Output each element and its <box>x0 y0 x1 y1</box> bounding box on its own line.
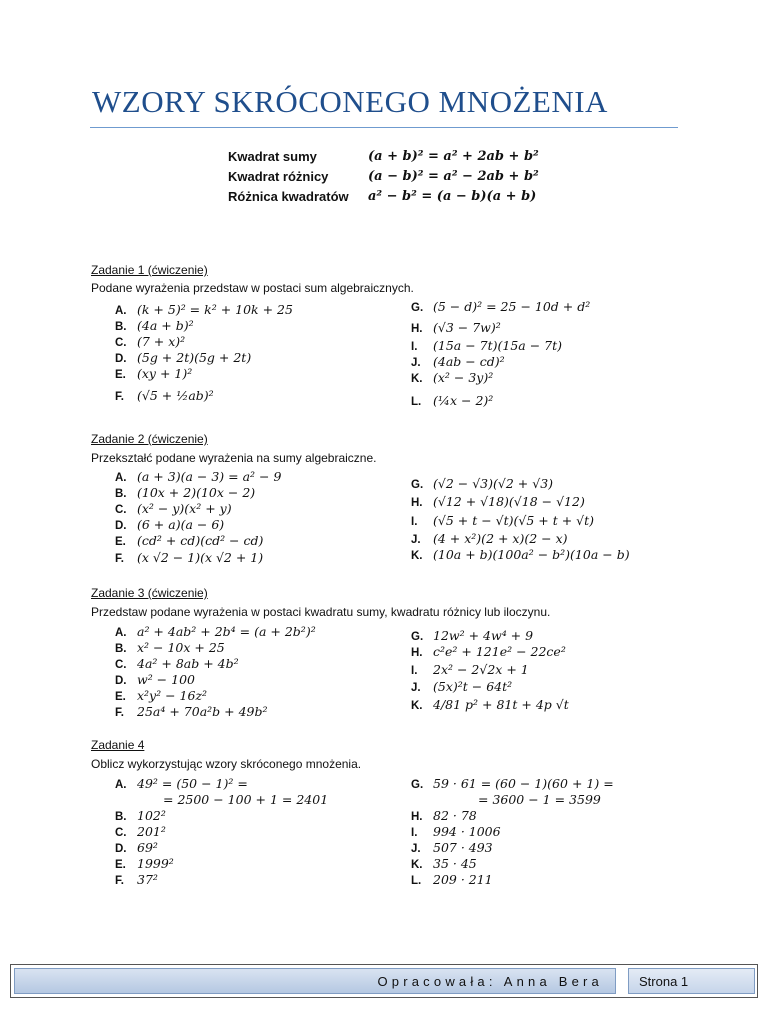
item-letter: I. <box>411 516 418 528</box>
item-expression: (10a + b)(100a² − b²)(10a − b) <box>433 547 630 562</box>
item-letter: E. <box>115 369 126 381</box>
item-letter: B. <box>115 643 127 655</box>
item-expression: 37² <box>137 872 158 887</box>
item-expression: 209 · 211 <box>433 872 493 887</box>
formula-summary <box>228 146 539 206</box>
task-4-item <box>456 792 601 807</box>
item-expression: (a + 3)(a − 3) = a² − 9 <box>137 469 282 484</box>
task-2-item <box>115 469 281 484</box>
formula-expression: a² − b² = (a − b)(a + b) <box>368 188 537 204</box>
item-letter: C. <box>115 504 127 516</box>
task-3-instruction: Przedstaw podane wyrażenia w postaci kwadratu sumy, kwadratu różnicy lub iloczynu. <box>91 605 551 619</box>
item-expression: (√2 − √3)(√2 + √3) <box>433 476 554 491</box>
item-expression: (k + 5)² = k² + 10k + 25 <box>137 302 293 317</box>
formula-expression: (a + b)² = a² + 2ab + b² <box>368 148 539 164</box>
task-2-instruction: Przekształć podane wyrażenia na sumy algebraiczne. <box>91 451 377 465</box>
task-4-instruction: Oblicz wykorzystując wzory skróconego mnożenia. <box>91 757 362 771</box>
item-letter: C. <box>115 337 127 349</box>
item-expression: 4a² + 8ab + 4b² <box>137 656 239 671</box>
item-letter: K. <box>411 859 423 871</box>
item-expression: (√5 + ½ab)² <box>137 388 214 403</box>
item-expression: (¼x − 2)² <box>433 393 494 408</box>
item-letter: B. <box>115 321 127 333</box>
item-expression: (7 + x)² <box>137 334 186 349</box>
formula-name: Kwadrat sumy <box>228 148 317 164</box>
task-2-item <box>411 547 630 562</box>
item-expression: 507 · 493 <box>433 840 493 855</box>
item-expression: 201² <box>137 824 166 839</box>
item-letter: J. <box>411 682 421 694</box>
item-letter: I. <box>411 341 418 353</box>
footer-author-bar <box>14 968 616 994</box>
item-letter: J. <box>411 534 421 546</box>
item-expression: x² − 10x + 25 <box>137 640 225 655</box>
task-4-item <box>411 824 501 839</box>
task-2-item <box>411 494 585 509</box>
task-3-item <box>115 656 239 671</box>
item-letter: I. <box>411 665 418 677</box>
task-4-item <box>411 856 477 871</box>
task-1-item <box>411 370 493 385</box>
item-letter: B. <box>115 488 127 500</box>
item-expression: = 3600 − 1 = 3599 <box>478 792 601 807</box>
task-3-item <box>411 628 533 643</box>
item-expression: (4ab − cd)² <box>433 354 505 369</box>
item-letter: J. <box>411 843 421 855</box>
task-2-item <box>411 513 594 528</box>
formula-expression: (a − b)² = a² − 2ab + b² <box>368 168 539 184</box>
item-expression: (x² − 3y)² <box>433 370 494 385</box>
item-expression: (4a + b)² <box>137 318 194 333</box>
item-letter: J. <box>411 357 421 369</box>
item-expression: 59 · 61 = (60 − 1)(60 + 1) = <box>433 776 614 791</box>
item-expression: (5g + 2t)(5g + 2t) <box>137 350 252 365</box>
item-expression: (x √2 − 1)(x √2 + 1) <box>137 550 264 565</box>
task-2-item <box>115 533 263 548</box>
task-3-item <box>115 640 225 655</box>
task-4-item <box>115 824 166 839</box>
item-expression: 994 · 1006 <box>433 824 501 839</box>
item-letter: A. <box>115 472 127 484</box>
formula-row <box>228 186 539 206</box>
task-4-item <box>115 856 174 871</box>
item-letter: D. <box>115 675 127 687</box>
task-1-item <box>115 334 185 349</box>
task-4-item <box>141 792 328 807</box>
page-footer <box>10 964 758 998</box>
item-expression: c²e² + 121e² − 22ce² <box>433 644 566 659</box>
task-2-title: Zadanie 2 (ćwiczenie) <box>91 432 208 446</box>
item-letter: D. <box>115 520 127 532</box>
task-3-item <box>115 672 195 687</box>
item-expression: 1999² <box>137 856 174 871</box>
item-expression: 25a⁴ + 70a²b + 49b² <box>137 704 268 719</box>
task-2-item <box>115 501 232 516</box>
task-4-item <box>115 776 248 791</box>
task-2-item <box>115 517 224 532</box>
item-expression: = 2500 − 100 + 1 = 2401 <box>163 792 329 807</box>
item-expression: a² + 4ab² + 2b⁴ = (a + 2b²)² <box>137 624 316 639</box>
item-expression: (xy + 1)² <box>137 366 193 381</box>
task-1-item <box>115 318 194 333</box>
item-letter: E. <box>115 691 126 703</box>
task-2-item <box>411 476 553 491</box>
item-letter: A. <box>115 779 127 791</box>
item-expression: (√12 + √18)(√18 − √12) <box>433 494 585 509</box>
formula-row <box>228 146 539 166</box>
item-letter: G. <box>411 631 424 643</box>
item-letter: G. <box>411 479 424 491</box>
item-expression: 12w² + 4w⁴ + 9 <box>433 628 534 643</box>
item-expression: w² − 100 <box>137 672 195 687</box>
item-expression: 35 · 45 <box>433 856 477 871</box>
task-4-item <box>115 840 158 855</box>
page-title: WZORY SKRÓCONEGO MNOŻENIA <box>92 84 608 119</box>
item-expression: 2x² − 2√2x + 1 <box>433 662 529 677</box>
task-1-item <box>411 393 493 408</box>
task-4-title: Zadanie 4 <box>91 738 145 752</box>
footer-author: Opracowała: Anna Bera <box>377 973 603 989</box>
item-letter: A. <box>115 305 127 317</box>
task-3-item <box>411 644 566 659</box>
item-letter: G. <box>411 779 424 791</box>
task-3-item <box>115 624 316 639</box>
item-letter: C. <box>115 827 127 839</box>
item-expression: (√3 − 7w)² <box>433 320 501 335</box>
item-letter: K. <box>411 550 423 562</box>
item-expression: (6 + a)(a − 6) <box>137 517 225 532</box>
title-underline <box>90 127 678 128</box>
item-expression: (15a − 7t)(15a − 7t) <box>433 338 563 353</box>
task-1-title: Zadanie 1 (ćwiczenie) <box>91 263 208 277</box>
task-1-item <box>115 302 293 317</box>
formula-row <box>228 166 539 186</box>
item-expression: (5 − d)² = 25 − 10d + d² <box>433 299 591 314</box>
item-letter: D. <box>115 353 127 365</box>
task-1-instruction: Podane wyrażenia przedstaw w postaci sum algebraicznych. <box>91 281 414 295</box>
item-expression: (x² − y)(x² + y) <box>137 501 232 516</box>
task-2-item <box>115 550 263 565</box>
task-1-item <box>115 366 192 381</box>
task-1-item <box>411 338 562 353</box>
item-letter: F. <box>115 707 124 719</box>
item-letter: K. <box>411 373 423 385</box>
item-letter: H. <box>411 811 423 823</box>
task-4-item <box>411 808 477 823</box>
item-expression: 82 · 78 <box>433 808 477 823</box>
task-3-item <box>411 679 512 694</box>
task-4-item <box>115 872 158 887</box>
item-letter: H. <box>411 323 423 335</box>
item-expression: 4/81 p² + 81t + 4p √t <box>433 697 569 712</box>
formula-name: Różnica kwadratów <box>228 188 349 204</box>
item-letter: H. <box>411 647 423 659</box>
task-3-title: Zadanie 3 (ćwiczenie) <box>91 586 208 600</box>
formula-name: Kwadrat różnicy <box>228 168 329 184</box>
item-expression: (cd² + cd)(cd² − cd) <box>137 533 264 548</box>
task-4-item <box>411 776 614 791</box>
item-letter: G. <box>411 302 424 314</box>
item-expression: x²y² − 16z² <box>137 688 208 703</box>
item-letter: K. <box>411 700 423 712</box>
item-letter: H. <box>411 497 423 509</box>
item-letter: B. <box>115 811 127 823</box>
item-letter: F. <box>115 875 124 887</box>
task-4-item <box>411 840 493 855</box>
task-3-item <box>115 704 268 719</box>
item-expression: 49² = (50 − 1)² = <box>137 776 248 791</box>
footer-page-number: Strona 1 <box>628 968 755 994</box>
task-1-item <box>411 320 501 335</box>
task-3-item <box>411 662 529 677</box>
item-letter: E. <box>115 859 126 871</box>
item-letter: F. <box>115 391 124 403</box>
task-3-item <box>411 697 569 712</box>
task-4-item <box>115 808 166 823</box>
item-letter: I. <box>411 827 418 839</box>
item-letter: L. <box>411 396 422 408</box>
task-1-item <box>411 354 505 369</box>
item-expression: (10x + 2)(10x − 2) <box>137 485 256 500</box>
item-expression: 69² <box>137 840 158 855</box>
task-3-item <box>115 688 207 703</box>
item-expression: (5x)²t − 64t² <box>433 679 513 694</box>
item-letter: L. <box>411 875 422 887</box>
item-expression: (√5 + t − √t)(√5 + t + √t) <box>433 513 595 528</box>
task-4-item <box>411 872 493 887</box>
item-letter: E. <box>115 536 126 548</box>
task-1-item <box>115 350 251 365</box>
item-letter: C. <box>115 659 127 671</box>
item-letter: D. <box>115 843 127 855</box>
task-2-item <box>411 531 568 546</box>
item-expression: 102² <box>137 808 166 823</box>
item-expression: (4 + x²)(2 + x)(2 − x) <box>433 531 568 546</box>
task-2-item <box>115 485 255 500</box>
item-letter: A. <box>115 627 127 639</box>
task-1-item <box>115 388 214 403</box>
task-1-item <box>411 299 590 314</box>
item-letter: F. <box>115 553 124 565</box>
